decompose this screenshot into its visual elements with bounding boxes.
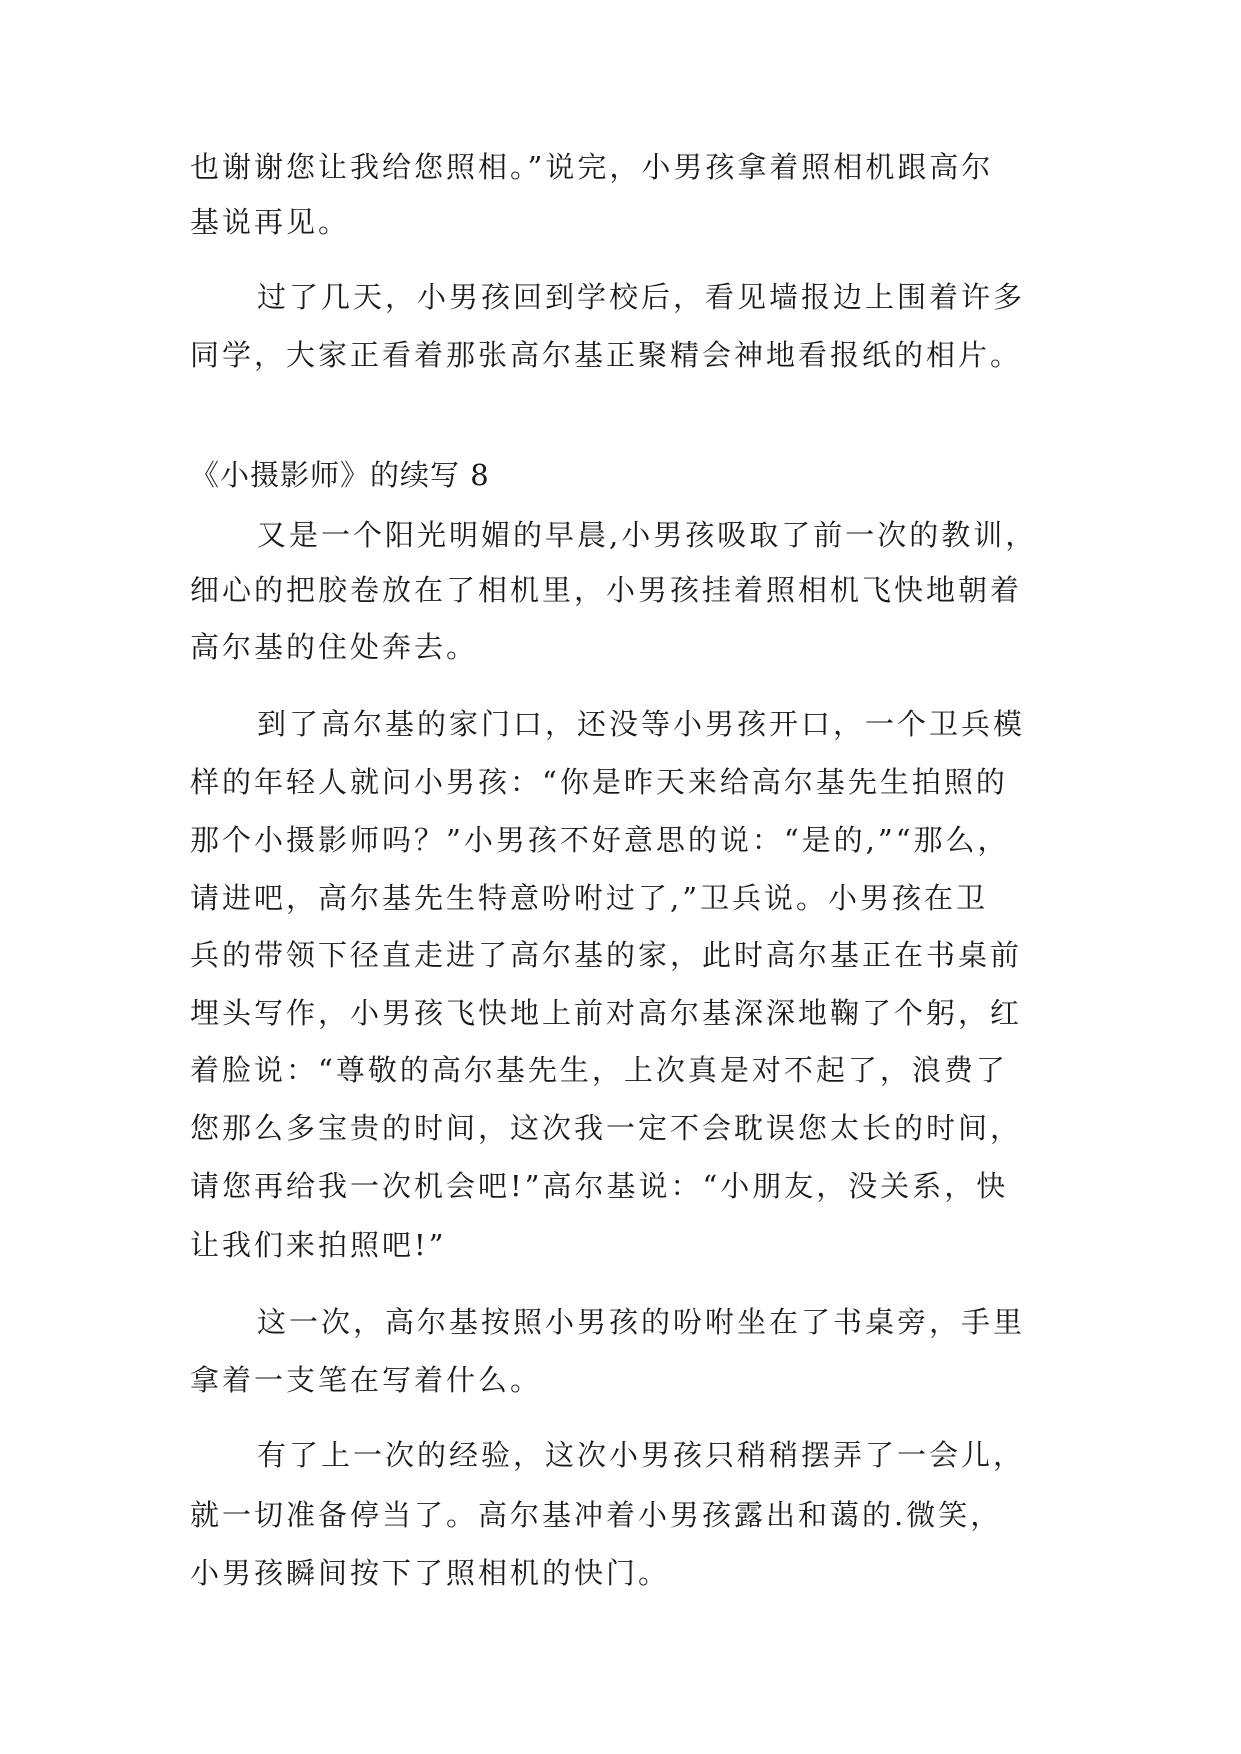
- text-line: 兵的带领下径直走进了高尔基的家，此时高尔基正在书桌前: [190, 938, 1023, 972]
- text-line: 着脸说：“尊敬的高尔基先生，上次真是对不起了，浪费了: [190, 1053, 1008, 1087]
- text-line: 细心的把胶卷放在了相机里，小男孩挂着照相机飞快地朝着: [190, 573, 1023, 607]
- text-line: 也谢谢您让我给您照相。”说完，小男孩拿着照相机跟高尔: [190, 150, 994, 184]
- paragraph-first-line: 过了几天，小男孩回到学校后，看见墙报边上围着许多: [257, 280, 1026, 314]
- text-line: 那个小摄影师吗？”小男孩不好意思的说：“是的,”“那么，: [190, 823, 1010, 857]
- text-line: 同学，大家正看着那张高尔基正聚精会神地看报纸的相片。: [190, 338, 1023, 372]
- text-line: 请您再给我一次机会吧!”高尔基说：“小朋友，没关系，快: [190, 1169, 1009, 1203]
- paragraph-first-line: 这一次，高尔基按照小男孩的吩咐坐在了书桌旁，手里: [257, 1305, 1026, 1339]
- text-line: 基说再见。: [190, 205, 351, 239]
- text-line: 高尔基的住处奔去。: [190, 630, 479, 664]
- section-heading: 《小摄影师》的续写 8: [190, 458, 490, 492]
- text-line: 小男孩瞬间按下了照相机的快门。: [190, 1556, 671, 1590]
- text-line: 您那么多宝贵的时间，这次我一定不会耽误您太长的时间，: [190, 1111, 1023, 1145]
- paragraph-first-line: 有了上一次的经验，这次小男孩只稍稍摆弄了一会儿，: [257, 1438, 1026, 1472]
- text-line: 请进吧，高尔基先生特意吩咐过了,”卫兵说。小男孩在卫: [190, 881, 989, 915]
- text-line: 就一切准备停当了。高尔基冲着小男孩露出和蔼的.微笑，: [190, 1498, 1003, 1532]
- text-line: 拿着一支笔在写着什么。: [190, 1363, 543, 1397]
- text-line: 让我们来拍照吧!”: [190, 1228, 447, 1262]
- text-line: 埋头写作，小男孩飞快地上前对高尔基深深地鞠了个躬，红: [190, 996, 1023, 1030]
- text-line: 样的年轻人就问小男孩：“你是昨天来给高尔基先生拍照的: [190, 765, 1008, 799]
- paragraph-first-line: 又是一个阳光明媚的早晨,小男孩吸取了前一次的教训，: [257, 518, 1038, 552]
- paragraph-first-line: 到了高尔基的家门口，还没等小男孩开口，一个卫兵模: [257, 707, 1026, 741]
